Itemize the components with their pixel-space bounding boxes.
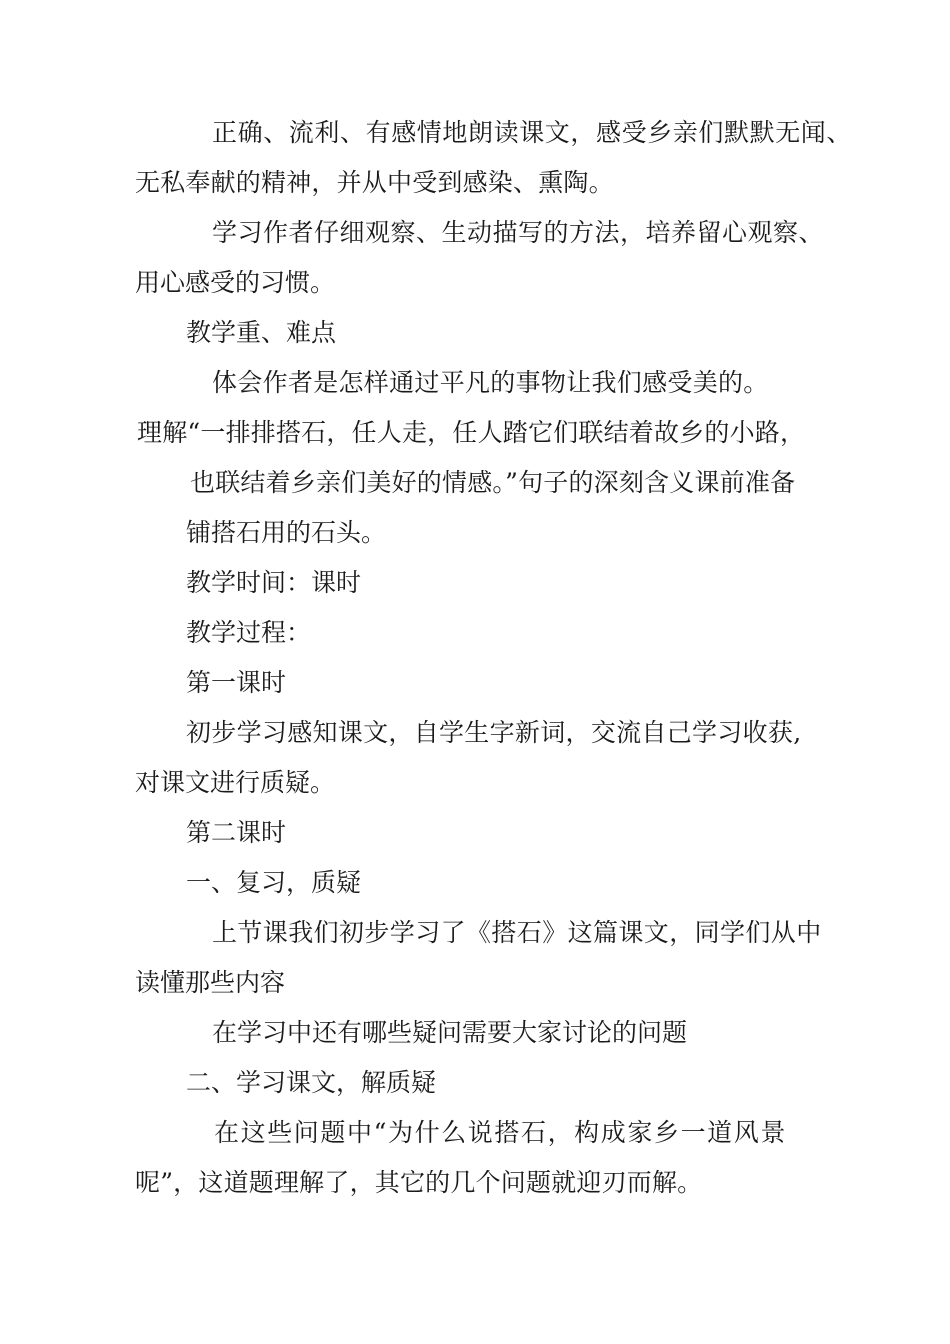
key-point-2-line-1: 理解“一排排搭石，任人走，任人踏它们联结着故乡的小路， xyxy=(137,418,806,447)
key-point-1: 体会作者是怎样通过平凡的事物让我们感受美的。 xyxy=(212,368,769,397)
study-paragraph-line-1: 在这些问题中“为什么说搭石，构成家乡一道风景 xyxy=(214,1118,787,1147)
preparation-line: 铺搭石用的石头。 xyxy=(186,518,387,547)
review-paragraph-line-2: 读懂那些内容 xyxy=(135,968,286,997)
objective-observation-line-1: 学习作者仔细观察、生动描写的方法，培养留心观察、 xyxy=(212,218,825,247)
study-paragraph-line-2: 呢”，这道题理解了，其它的几个问题就迎刃而解。 xyxy=(135,1168,703,1197)
teaching-process-heading: 教学过程： xyxy=(186,618,312,647)
section-review-heading: 一、复习，质疑 xyxy=(186,868,362,897)
second-lesson-heading: 第二课时 xyxy=(186,818,287,847)
first-lesson-content-line-2: 对课文进行质疑。 xyxy=(135,768,336,797)
key-points-heading: 教学重、难点 xyxy=(186,318,337,347)
first-lesson-content-line-1: 初步学习感知课文，自学生字新词，交流自己学习收获, xyxy=(186,718,802,747)
objective-reading-line-2: 无私奉献的精神，并从中受到感染、熏陶。 xyxy=(135,168,614,197)
section-study-heading: 二、学习课文，解质疑 xyxy=(186,1068,437,1097)
objective-observation-line-2: 用心感受的习惯。 xyxy=(135,268,336,297)
teaching-time: 教学时间：课时 xyxy=(186,568,362,597)
key-point-2-line-2: 也联结着乡亲们美好的情感。”句子的深刻含义课前准备 xyxy=(190,468,796,497)
objective-reading-line-1: 正确、流利、有感情地朗读课文，感受乡亲们默默无闻、 xyxy=(212,118,853,147)
review-paragraph-line-1: 上节课我们初步学习了《搭石》这篇课文，同学们从中 xyxy=(212,918,822,947)
first-lesson-heading: 第一课时 xyxy=(186,668,287,697)
review-question-line: 在学习中还有哪些疑问需要大家讨论的问题 xyxy=(212,1018,688,1047)
